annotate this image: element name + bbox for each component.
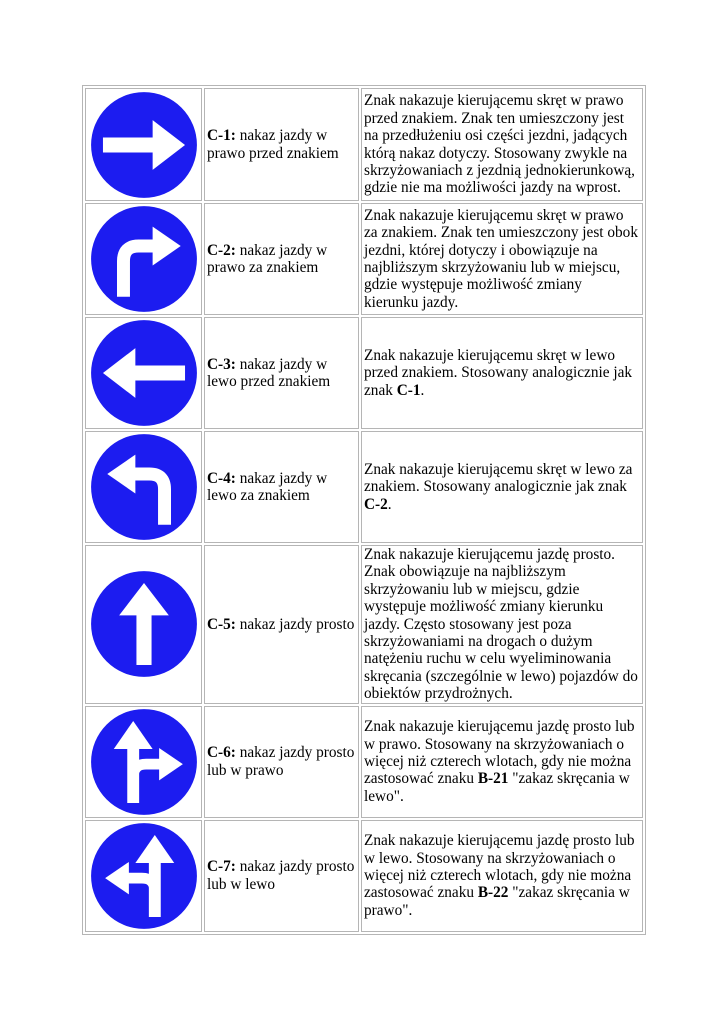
- traffic-signs-table: [82, 85, 646, 935]
- sign-reference: B-21: [477, 770, 509, 788]
- sign-description-end: "zakaz skręcania w prawo".: [364, 884, 630, 919]
- sign-description-cell: [361, 545, 643, 704]
- sign-code: C-1:: [207, 127, 236, 145]
- turn-right-icon: [90, 205, 198, 313]
- sign-code: C-7:: [207, 858, 236, 876]
- sign-name-cell: [204, 545, 359, 704]
- sign-description-cell: [361, 820, 643, 932]
- straight-or-right-icon: [90, 708, 198, 816]
- table-row: [85, 317, 643, 429]
- sign-name: nakaz jazdy prosto lub w prawo: [207, 744, 355, 779]
- table-row: [85, 545, 643, 704]
- sign-name-cell: [204, 203, 359, 315]
- sign-name-cell: [204, 317, 359, 429]
- sign-description-cell: [361, 317, 643, 429]
- sign-code: C-6:: [207, 744, 236, 762]
- sign-name-cell: [204, 820, 359, 932]
- table-row: [85, 431, 643, 543]
- sign-image-cell: [85, 88, 202, 201]
- turn-left-icon: [90, 433, 198, 541]
- table-row: [85, 820, 643, 932]
- sign-description-end: .: [387, 495, 392, 513]
- sign-image-cell: [85, 820, 202, 932]
- sign-description-cell: [361, 706, 643, 818]
- sign-description-cell: [361, 203, 643, 315]
- arrow-left-icon: [90, 319, 198, 427]
- sign-image-cell: [85, 317, 202, 429]
- sign-description: Znak nakazuje kierującemu skręt w prawo przed znakiem. Znak ten umieszczony jest na przedłużeniu osi części jezdni, jadących którą nakaz dotyczy. Stosowany zwykle na skrzyżowaniach z jezdnią jednokierunkową, gdzie nie ma możliwości jazdy na wprost.: [364, 92, 635, 197]
- sign-description: Znak nakazuje kierującemu jazdę prosto lub w lewo. Stosowany na skrzyżowaniach o więcej niż czterech wlotach, gdy nie można zastosować znaku: [364, 832, 635, 902]
- sign-name: nakaz jazdy prosto: [235, 615, 355, 633]
- sign-reference: C-1: [396, 381, 421, 399]
- sign-description: Znak nakazuje kierującemu skręt w lewo za znakiem. Stosowany analogicznie jak znak: [364, 460, 633, 496]
- sign-name: nakaz jazdy w prawo za znakiem: [207, 241, 328, 276]
- sign-image-cell: [85, 545, 202, 704]
- arrow-right-icon: [90, 91, 198, 199]
- table-row: [85, 88, 643, 201]
- sign-description: Znak nakazuje kierującemu jazdę prosto. Znak obowiązuje na najbliższym skrzyżowaniu lub w miejscu, gdzie występuje możliwość zmiany kierunku jazdy. Często stosowany jest poza skrzyżowaniami na drogach o dużym natężeniu ruchu w celu wyeliminowania skręcania (szczególnie w lewo) pojazdów do obiektów przydrożnych.: [364, 546, 638, 703]
- sign-description: Znak nakazuje kierującemu skręt w prawo za znakiem. Znak ten umieszczony jest obok jezdni, której dotyczy i obowiązuje na najbliższym skrzyżowaniu lub w miejscu, gdzie występuje możliwość zmiany kierunku jazdy.: [364, 206, 638, 311]
- sign-code: C-4:: [207, 469, 236, 487]
- sign-image-cell: [85, 203, 202, 315]
- sign-code: C-5:: [207, 615, 236, 633]
- sign-image-cell: [85, 706, 202, 818]
- sign-name-cell: [204, 88, 359, 201]
- sign-description-cell: [361, 88, 643, 201]
- sign-description: Znak nakazuje kierującemu skręt w lewo przed znakiem. Stosowany analogicznie jak znak: [364, 346, 633, 399]
- sign-reference: C-2: [364, 495, 388, 513]
- sign-description-end: "zakaz skręcania w lewo".: [364, 770, 630, 805]
- sign-reference: B-22: [477, 884, 509, 902]
- table-row: [85, 203, 643, 315]
- sign-description-end: .: [420, 381, 425, 399]
- arrow-up-icon: [90, 570, 198, 678]
- sign-name: nakaz jazdy prosto lub w lewo: [207, 858, 355, 893]
- straight-or-left-icon: [90, 822, 198, 930]
- sign-name-cell: [204, 706, 359, 818]
- sign-code: C-3:: [207, 355, 236, 373]
- sign-code: C-2:: [207, 241, 236, 259]
- sign-name-cell: [204, 431, 359, 543]
- sign-name: nakaz jazdy w prawo przed znakiem: [207, 127, 339, 162]
- sign-description-cell: [361, 431, 643, 543]
- table-row: [85, 706, 643, 818]
- sign-name: nakaz jazdy w lewo za znakiem: [207, 469, 328, 504]
- sign-name: nakaz jazdy w lewo przed znakiem: [207, 355, 331, 390]
- sign-image-cell: [85, 431, 202, 543]
- sign-description: Znak nakazuje kierującemu jazdę prosto lub w prawo. Stosowany na skrzyżowaniach o więcej niż czterech wlotach, gdy nie można zastosować znaku: [364, 718, 635, 788]
